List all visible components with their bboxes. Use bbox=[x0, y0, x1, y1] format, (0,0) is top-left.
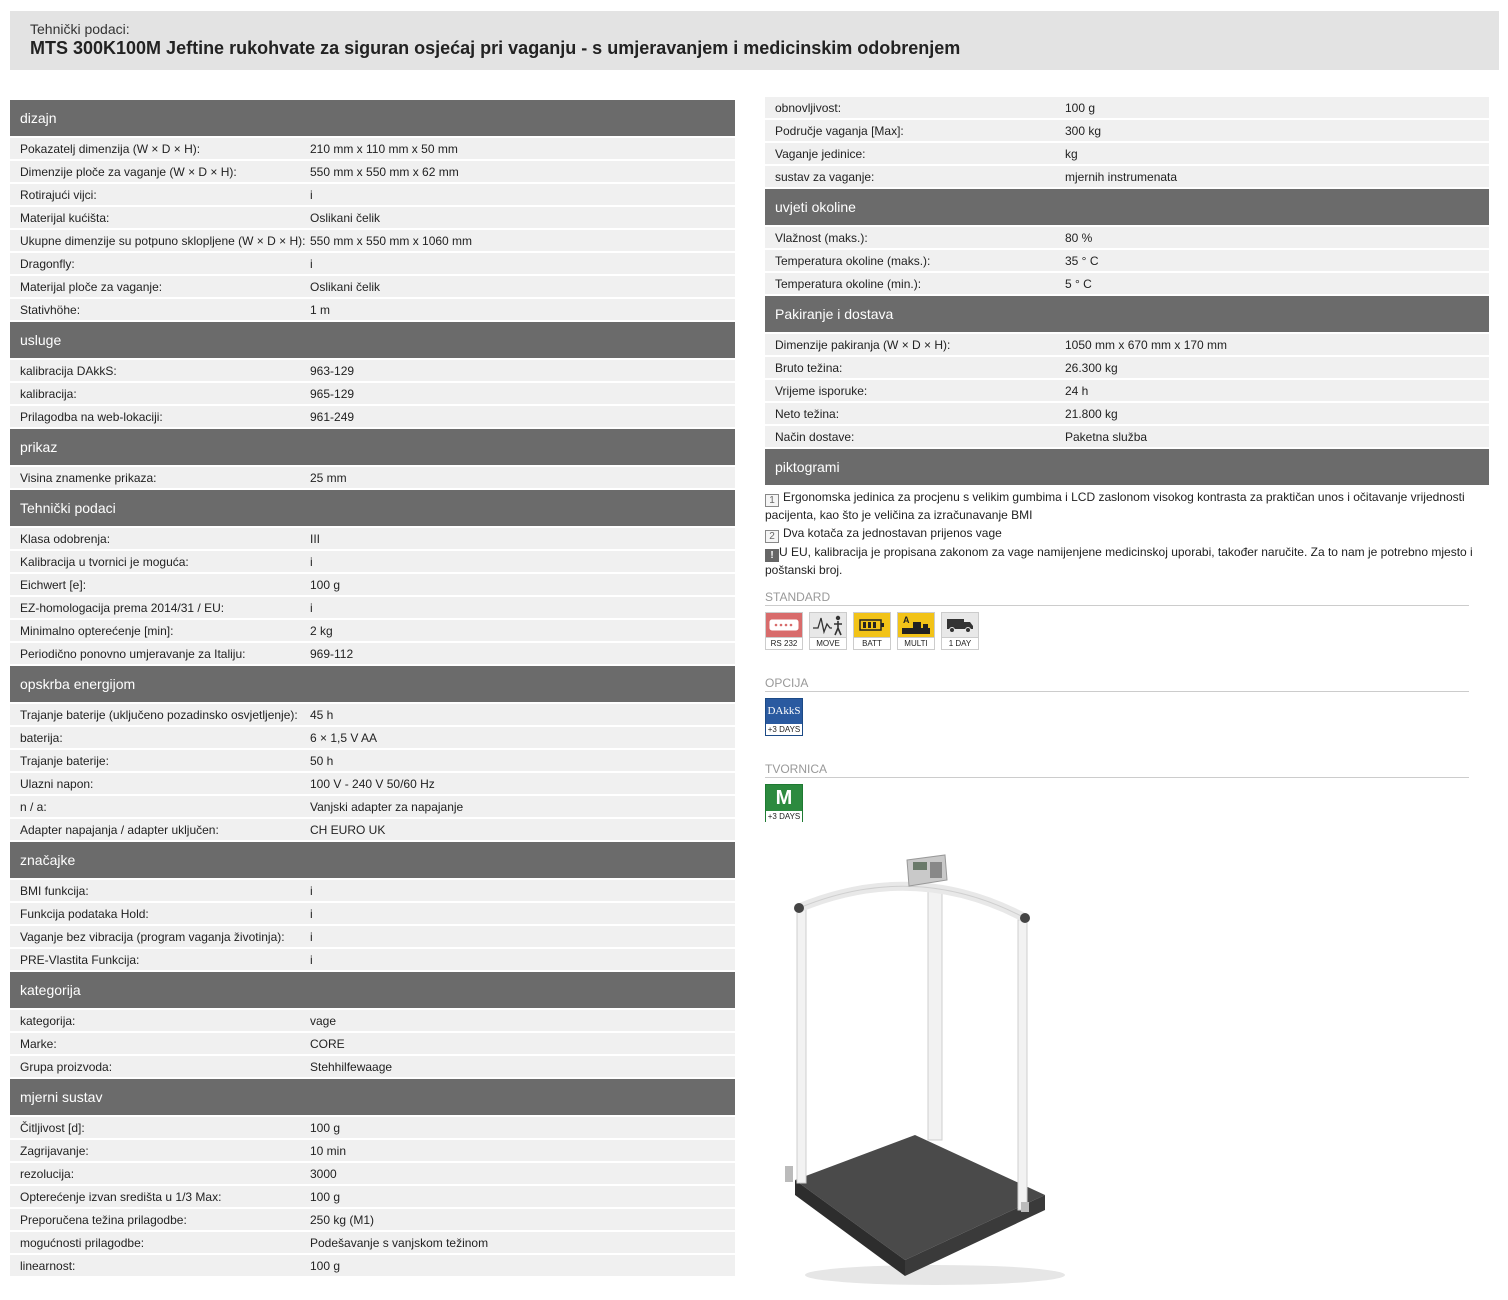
spec-value: 963-129 bbox=[310, 363, 355, 378]
spec-row bbox=[10, 750, 735, 771]
spec-value: 35 ° C bbox=[1065, 253, 1099, 268]
spec-row bbox=[10, 819, 735, 840]
spec-label: Grupa proizvoda: bbox=[20, 1059, 113, 1074]
spec-value: Stehhilfewaage bbox=[310, 1059, 393, 1074]
spec-value: i bbox=[310, 554, 313, 569]
spec-value: vage bbox=[310, 1013, 337, 1028]
spec-label: Periodično ponovno umjeravanje za Italiju: bbox=[20, 646, 246, 661]
spec-label: Temperatura okoline (min.): bbox=[775, 276, 922, 291]
spec-value: 100 g bbox=[1065, 100, 1096, 115]
spec-label: Temperatura okoline (maks.): bbox=[775, 253, 931, 268]
spec-value: Paketna služba bbox=[1065, 429, 1148, 444]
spec-label: Bruto težina: bbox=[775, 360, 843, 375]
spec-value: 80 % bbox=[1065, 230, 1093, 245]
spec-row bbox=[765, 273, 1489, 294]
spec-row bbox=[10, 138, 735, 159]
note-text: Ergonomska jedinica za procjenu s velikim gumbima i LCD zaslonom visokog kontrasta za praktičan unos i očitavanje vrijednosti pacijenta, kao što je veličina za izračunavanje BMI bbox=[765, 490, 1465, 522]
spec-row bbox=[10, 704, 735, 725]
dakks-calibration-icon[interactable] bbox=[765, 698, 803, 736]
page-title: MTS 300K100M Jeftine rukohvate za siguran osjećaj pri vaganju - s umjeravanjem i medicinskim odobrenjem bbox=[30, 38, 961, 58]
section-header: piktogrami bbox=[765, 449, 1489, 485]
spec-label: Materijal kućišta: bbox=[20, 210, 110, 225]
spec-row bbox=[765, 380, 1489, 401]
spec-row bbox=[10, 926, 735, 947]
spec-label: Dimenzije ploče za vaganje (W × D × H): bbox=[20, 164, 237, 179]
left-spec-column bbox=[10, 100, 735, 1278]
spec-row bbox=[10, 727, 735, 748]
spec-label: Marke: bbox=[20, 1036, 57, 1051]
spec-value: i bbox=[310, 929, 313, 944]
spec-value: i bbox=[310, 187, 313, 202]
spec-label: Adapter napajanja / adapter uključen: bbox=[20, 822, 219, 837]
move-icon[interactable] bbox=[809, 612, 847, 650]
spec-row bbox=[10, 903, 735, 924]
spec-label: Minimalno opterećenje [min]: bbox=[20, 623, 174, 638]
spec-row bbox=[765, 357, 1489, 378]
spec-label: Područje vaganja [Max]: bbox=[775, 123, 904, 138]
standard-icons bbox=[765, 612, 1489, 650]
spec-label: mogućnosti prilagodbe: bbox=[20, 1235, 145, 1250]
spec-value: 961-249 bbox=[310, 409, 355, 424]
spec-value: 6 × 1,5 V AA bbox=[310, 730, 378, 745]
spec-label: Trajanje baterije: bbox=[20, 753, 109, 768]
spec-label: Način dostave: bbox=[775, 429, 855, 444]
spec-row bbox=[10, 1163, 735, 1184]
spec-row bbox=[10, 1010, 735, 1031]
spec-row bbox=[10, 1033, 735, 1054]
spec-label: Vrijeme isporuke: bbox=[775, 383, 868, 398]
verification-m-icon[interactable] bbox=[765, 784, 803, 822]
spec-value: 969-112 bbox=[310, 646, 354, 661]
spec-label: Vlažnost (maks.): bbox=[775, 230, 868, 245]
spec-value: 1 m bbox=[310, 302, 331, 317]
icon-caption: +3 DAYS bbox=[767, 725, 801, 734]
spec-value: 45 h bbox=[310, 707, 334, 722]
section-header: Tehnički podaci bbox=[10, 490, 735, 526]
spec-label: obnovljivost: bbox=[775, 100, 842, 115]
spec-value: 100 g bbox=[310, 1258, 341, 1273]
spec-label: EZ-homologacija prema 2014/31 / EU: bbox=[20, 600, 225, 615]
factory-group bbox=[765, 762, 1489, 822]
spec-label: baterija: bbox=[20, 730, 63, 745]
spec-value: Podešavanje s vanjskom težinom bbox=[310, 1235, 489, 1250]
spec-value: 10 min bbox=[310, 1143, 347, 1158]
spec-row bbox=[10, 1232, 735, 1253]
spec-row bbox=[10, 230, 735, 251]
warning-icon: ! bbox=[765, 549, 779, 562]
standard-group bbox=[765, 590, 1489, 650]
spec-value: CORE bbox=[310, 1036, 345, 1051]
m-glyph: M bbox=[775, 787, 793, 809]
spec-row bbox=[10, 467, 735, 488]
section-header: mjerni sustav bbox=[10, 1079, 735, 1115]
spec-label: Klasa odobrenja: bbox=[20, 531, 111, 546]
spec-value: 24 h bbox=[1065, 383, 1089, 398]
standard-label: STANDARD bbox=[765, 590, 1469, 606]
right-sections bbox=[765, 189, 1489, 485]
section-header: Pakiranje i dostava bbox=[765, 296, 1489, 332]
spec-row bbox=[10, 528, 735, 549]
spec-row bbox=[10, 253, 735, 274]
spec-row bbox=[10, 643, 735, 664]
spec-value: 100 g bbox=[310, 577, 341, 592]
spec-value: 550 mm x 550 mm x 62 mm bbox=[310, 164, 459, 179]
spec-label: Trajanje baterije (uključeno pozadinsko osvjetljenje): bbox=[20, 707, 298, 722]
spec-value: 21.800 kg bbox=[1065, 406, 1118, 421]
page-header bbox=[10, 11, 1499, 70]
spec-row bbox=[765, 250, 1489, 271]
spec-value: 50 h bbox=[310, 753, 334, 768]
spec-value: i bbox=[310, 952, 313, 967]
spec-row bbox=[10, 383, 735, 404]
spec-row bbox=[10, 161, 735, 182]
spec-row bbox=[10, 949, 735, 970]
spec-label: Stativhöhe: bbox=[20, 302, 81, 317]
spec-value: Oslikani čelik bbox=[310, 210, 381, 225]
spec-row bbox=[10, 1056, 735, 1077]
spec-value: 100 g bbox=[310, 1189, 341, 1204]
spec-label: n / a: bbox=[20, 799, 47, 814]
spec-value: CH EURO UK bbox=[310, 822, 386, 837]
spec-value: 965-129 bbox=[310, 386, 355, 401]
spec-label: Dimenzije pakiranja (W × D × H): bbox=[775, 337, 951, 352]
product-image bbox=[775, 850, 1075, 1290]
spec-row bbox=[10, 184, 735, 205]
spec-value: 300 kg bbox=[1065, 123, 1102, 138]
spec-value: Vanjski adapter za napajanje bbox=[310, 799, 464, 814]
spec-row bbox=[10, 276, 735, 297]
spec-label: kategorija: bbox=[20, 1013, 76, 1028]
spec-label: Rotirajući vijci: bbox=[20, 187, 97, 202]
spec-row bbox=[765, 403, 1489, 424]
spec-label: Vaganje jedinice: bbox=[775, 146, 866, 161]
spec-label: Čitljivost [d]: bbox=[20, 1120, 85, 1135]
spec-label: kalibracija DAkkS: bbox=[20, 363, 117, 378]
spec-label: Pokazatelj dimenzija (W × D × H): bbox=[20, 141, 201, 156]
spec-label: kalibracija: bbox=[20, 386, 77, 401]
note-marker: 2 bbox=[765, 530, 779, 543]
spec-value: 2 kg bbox=[310, 623, 333, 638]
spec-row bbox=[10, 880, 735, 901]
dakks-glyph: DAkkS bbox=[767, 705, 801, 717]
option-group bbox=[765, 676, 1489, 736]
pictogram-note bbox=[765, 544, 1489, 579]
spec-value: i bbox=[310, 600, 313, 615]
spec-value: kg bbox=[1065, 146, 1078, 161]
spec-value: 250 kg (M1) bbox=[310, 1212, 375, 1227]
spec-row bbox=[10, 1209, 735, 1230]
spec-value: 100 g bbox=[310, 1120, 341, 1135]
spec-row bbox=[10, 299, 735, 320]
spec-row bbox=[10, 773, 735, 794]
spec-label: Opterećenje izvan središta u 1/3 Max: bbox=[20, 1189, 222, 1204]
spec-label: Neto težina: bbox=[775, 406, 840, 421]
factory-label: TVORNICA bbox=[765, 762, 1469, 778]
spec-value: 1050 mm x 670 mm x 170 mm bbox=[1065, 337, 1228, 352]
spec-label: sustav za vaganje: bbox=[775, 169, 875, 184]
pictogram-notes bbox=[765, 489, 1489, 578]
spec-row bbox=[10, 551, 735, 572]
spec-label: Kalibracija u tvornici je moguća: bbox=[20, 554, 189, 569]
spec-value: Oslikani čelik bbox=[310, 279, 381, 294]
spec-row bbox=[765, 97, 1489, 118]
spec-value: 25 mm bbox=[310, 470, 347, 485]
section-header: uvjeti okoline bbox=[765, 189, 1489, 225]
spec-row bbox=[10, 620, 735, 641]
note-text: Dva kotača za jednostavan prijenos vage bbox=[783, 525, 1002, 540]
spec-label: Zagrijavanje: bbox=[20, 1143, 89, 1158]
spec-label: Ulazni napon: bbox=[20, 776, 94, 791]
spec-label: Visina znamenke prikaza: bbox=[20, 470, 157, 485]
spec-value: 100 V - 240 V 50/60 Hz bbox=[310, 776, 435, 791]
spec-row bbox=[10, 574, 735, 595]
pictogram-note bbox=[765, 525, 1489, 543]
delivery-truck-icon[interactable] bbox=[941, 612, 979, 650]
spec-row bbox=[765, 426, 1489, 447]
icon-caption: +3 DAYS bbox=[767, 812, 801, 821]
spec-row bbox=[10, 406, 735, 427]
spec-label: Vaganje bez vibracija (program vaganja životinja): bbox=[20, 929, 285, 944]
multi-icon[interactable] bbox=[897, 612, 935, 650]
battery-icon[interactable] bbox=[853, 612, 891, 650]
spec-value: 3000 bbox=[310, 1166, 337, 1181]
spec-value: mjernih instrumenata bbox=[1065, 169, 1178, 184]
spec-value: i bbox=[310, 256, 313, 271]
note-marker: 1 bbox=[765, 494, 779, 507]
note-text: U EU, kalibracija je propisana zakonom za vage namijenjene medicinskoj uporabi, također naručite. Za to nam je potrebno mjesto i poštanski broj. bbox=[765, 544, 1473, 577]
icon-caption: BATT bbox=[854, 637, 890, 649]
spec-row bbox=[765, 120, 1489, 141]
spec-value: 26.300 kg bbox=[1065, 360, 1118, 375]
section-header: dizajn bbox=[10, 100, 735, 136]
spec-label: Dragonfly: bbox=[20, 256, 75, 271]
spec-label: Eichwert [e]: bbox=[20, 577, 87, 592]
continued-rows bbox=[765, 97, 1489, 187]
spec-label: Ukupne dimenzije su potpuno sklopljene (W × D × H): bbox=[20, 233, 306, 248]
section-header: usluge bbox=[10, 322, 735, 358]
spec-value: i bbox=[310, 906, 313, 921]
spec-value: 5 ° C bbox=[1065, 276, 1092, 291]
spec-label: PRE-Vlastita Funkcija: bbox=[20, 952, 140, 967]
spec-row bbox=[765, 334, 1489, 355]
option-label: OPCIJA bbox=[765, 676, 1469, 692]
spec-row bbox=[765, 166, 1489, 187]
spec-row bbox=[765, 227, 1489, 248]
spec-label: Funkcija podataka Hold: bbox=[20, 906, 149, 921]
pictogram-note bbox=[765, 489, 1489, 524]
spec-label: Prilagodba na web-lokaciji: bbox=[20, 409, 163, 424]
spec-value: III bbox=[310, 531, 321, 546]
icon-caption: MULTI bbox=[898, 637, 934, 649]
spec-value: i bbox=[310, 883, 313, 898]
spec-label: Preporučena težina prilagodbe: bbox=[20, 1212, 187, 1227]
section-header: prikaz bbox=[10, 429, 735, 465]
spec-label: rezolucija: bbox=[20, 1166, 75, 1181]
section-header: značajke bbox=[10, 842, 735, 878]
icon-caption: MOVE bbox=[810, 637, 846, 649]
spec-row bbox=[10, 597, 735, 618]
icon-caption: RS 232 bbox=[766, 637, 802, 649]
right-spec-column bbox=[765, 97, 1489, 822]
spec-label: BMI funkcija: bbox=[20, 883, 89, 898]
svg-text:A: A bbox=[903, 615, 910, 625]
spec-label: linearnost: bbox=[20, 1258, 76, 1273]
spec-row bbox=[10, 360, 735, 381]
spec-row bbox=[10, 1186, 735, 1207]
section-header: kategorija bbox=[10, 972, 735, 1008]
spec-row bbox=[10, 1255, 735, 1276]
spec-row bbox=[765, 143, 1489, 164]
spec-label: Materijal ploče za vaganje: bbox=[20, 279, 163, 294]
spec-row bbox=[10, 1140, 735, 1161]
spec-value: 550 mm x 550 mm x 1060 mm bbox=[310, 233, 473, 248]
spec-row bbox=[10, 207, 735, 228]
page-subtitle: Tehnički podaci: bbox=[30, 21, 130, 37]
icon-caption: 1 DAY bbox=[942, 637, 978, 649]
spec-value: 210 mm x 110 mm x 50 mm bbox=[310, 141, 458, 156]
section-header: opskrba energijom bbox=[10, 666, 735, 702]
spec-row bbox=[10, 796, 735, 817]
spec-row bbox=[10, 1117, 735, 1138]
rs232-icon[interactable] bbox=[765, 612, 803, 650]
